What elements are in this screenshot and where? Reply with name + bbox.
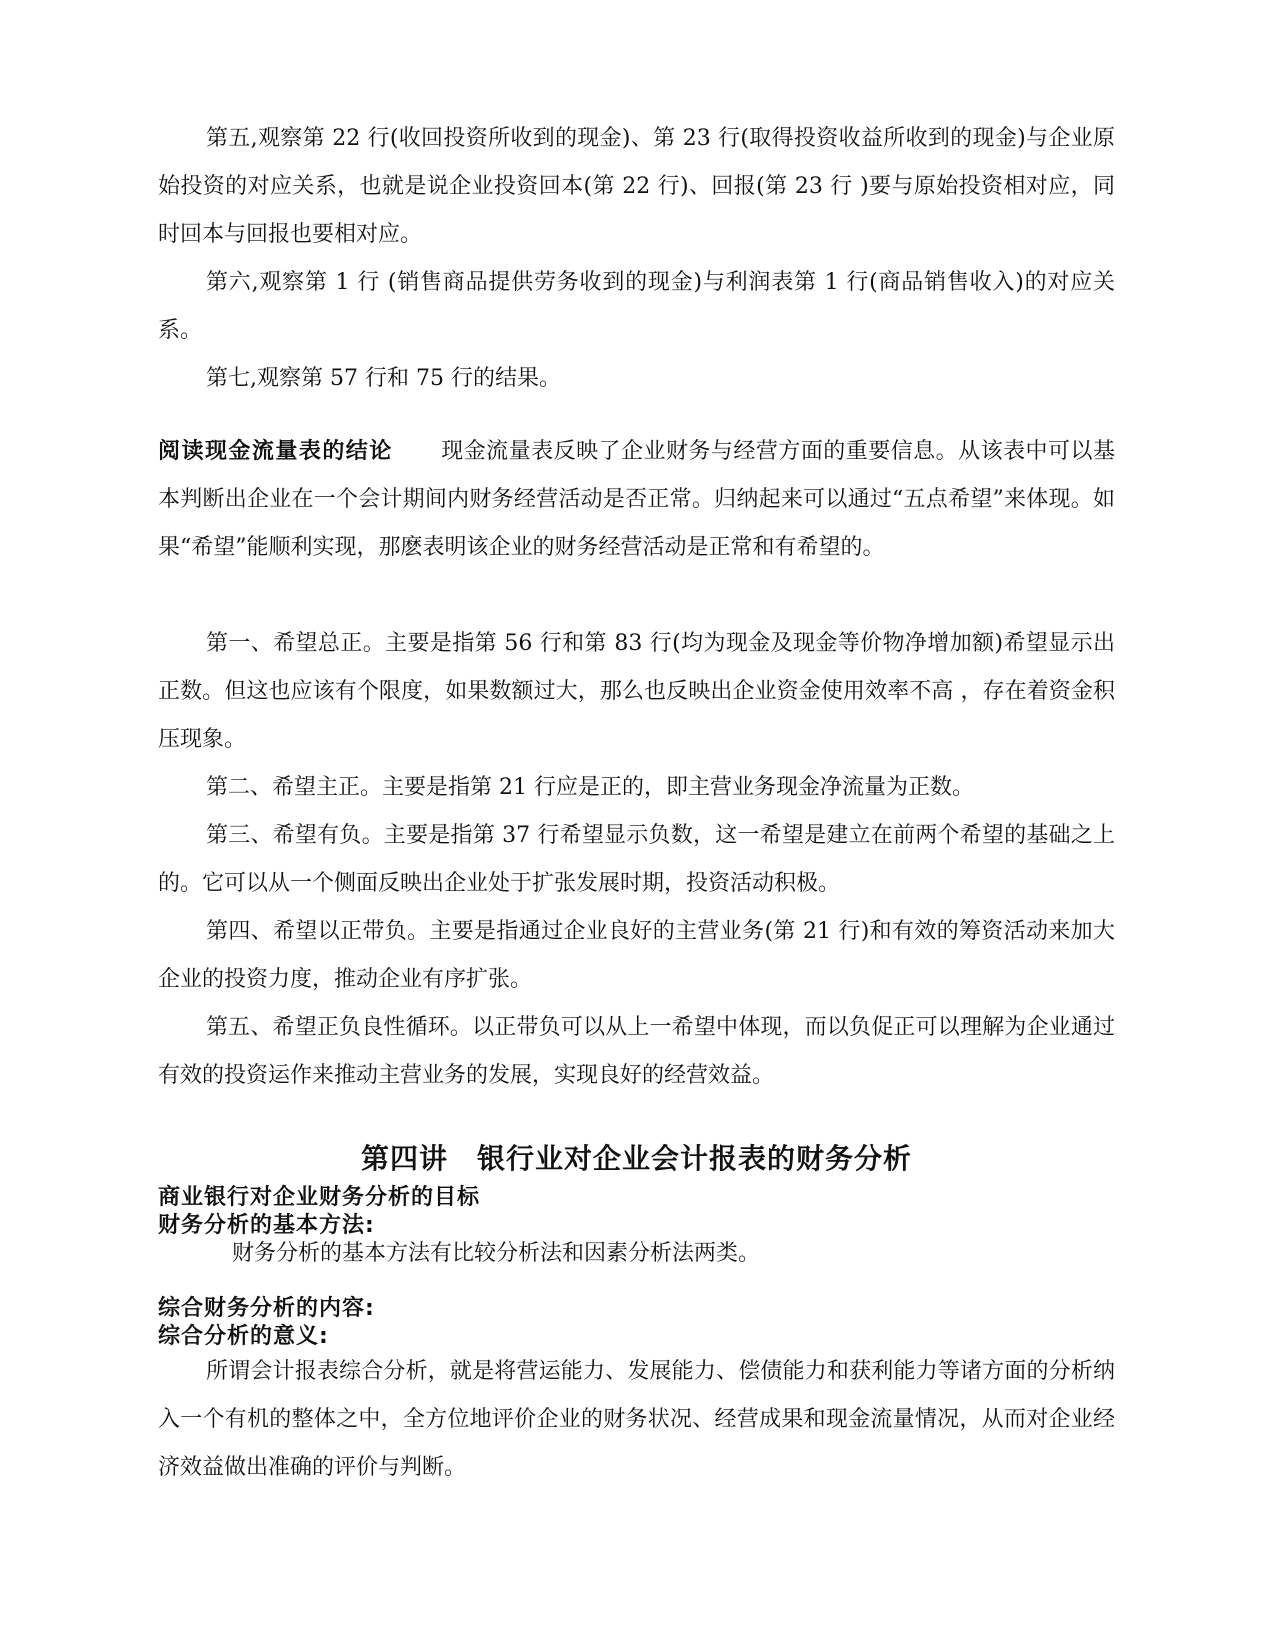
paragraph-hope-fourth: 第四、希望以正带负。主要是指通过企业良好的主营业务(第 21 行)和有效的筹资活动来加大企业的投资力度，推动企业有序扩张。: [158, 919, 1115, 992]
chapter-title: 第四讲 银行业对企业会计报表的财务分析: [360, 1142, 912, 1175]
conclusion-heading: 阅读现金流量表的结论: [158, 439, 393, 464]
heading-analysis-goal: 商业银行对企业财务分析的目标: [158, 1185, 481, 1210]
conclusion-text: 现金流量表反映了企业财务与经营方面的重要信息。从该表中可以基本判断出企业在一个会计期间内财务经营活动是否正常。归纳起来可以通过“五点希望”来体现。如果“希望”能顺利实现，那麽表明该企业的财务经营活动是正常和有希望的。: [158, 439, 1115, 560]
heading-comprehensive-content: 综合财务分析的内容:: [158, 1296, 375, 1321]
paragraph-hope-third: 第三、希望有负。主要是指第 37 行希望显示负数，这一希望是建立在前两个希望的基础之上的。它可以从一个侧面反映出企业处于扩张发展时期，投资活动积极。: [158, 823, 1115, 896]
heading-comprehensive-meaning: 综合分析的意义:: [158, 1324, 329, 1349]
paragraph-observe-fifth: 第五,观察第 22 行(收回投资所收到的现金)、第 23 行(取得投资收益所收到的现金)与企业原始投资的对应关系，也就是说企业投资回本(第 22 行)、回报(第 23 行 )要与原始投资相对应，同时回本与回报也要相对应。: [158, 126, 1115, 247]
paragraph-comprehensive-meaning: 所谓会计报表综合分析，就是将营运能力、发展能力、偿债能力和获利能力等诸方面的分析纳入一个有机的整体之中，全方位地评价企业的财务状况、经营成果和现金流量情况，从而对企业经济效益做出准确的评价与判断。: [158, 1359, 1115, 1480]
paragraph-hope-fifth: 第五、希望正负良性循环。以正带负可以从上一希望中体现，而以负促正可以理解为企业通过有效的投资运作来推动主营业务的发展，实现良好的经营效益。: [158, 1015, 1115, 1088]
heading-basic-method: 财务分析的基本方法:: [158, 1213, 375, 1238]
paragraph-hope-second: 第二、希望主正。主要是指第 21 行应是正的，即主营业务现金净流量为正数。: [206, 775, 974, 800]
paragraph-conclusion: [158, 428, 1115, 572]
paragraph-basic-method: 财务分析的基本方法有比较分析法和因素分析法两类。: [232, 1241, 761, 1266]
paragraph-hope-first: 第一、希望总正。主要是指第 56 行和第 83 行(均为现金及现金等价物净增加额)希望显示出正数。但这也应该有个限度，如果数额过大，那么也反映出企业资金使用效率不高 ，存在着资金积压现象。: [158, 631, 1115, 752]
paragraph-observe-sixth: 第六,观察第 1 行 (销售商品提供劳务收到的现金)与利润表第 1 行(商品销售收入)的对应关系。: [158, 270, 1115, 343]
paragraph-observe-seventh: 第七,观察第 57 行和 75 行的结果。: [206, 366, 561, 391]
